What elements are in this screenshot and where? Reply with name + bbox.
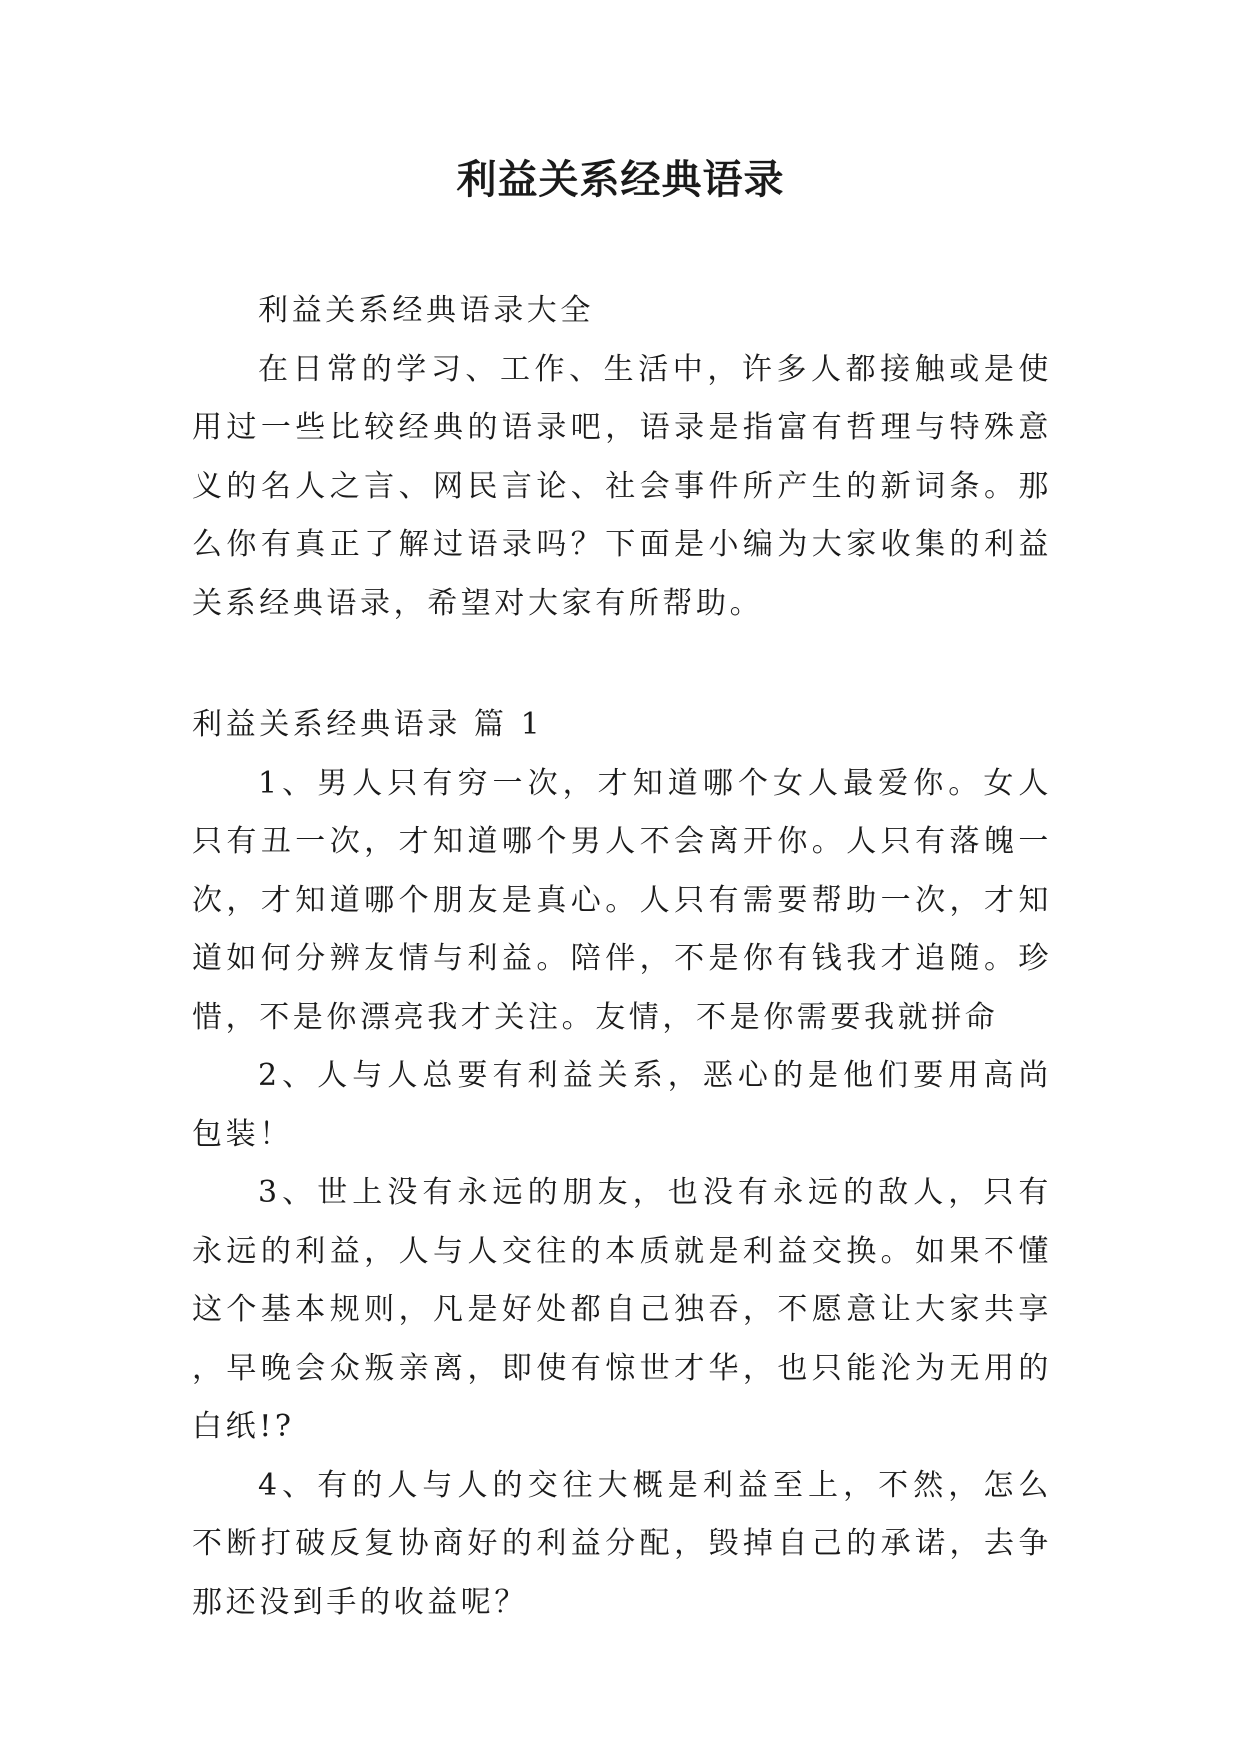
section-block xyxy=(192,696,1052,1632)
quote-paragraph-2: 2、人与人总要有利益关系，恶心的是他们要用高尚包装！ xyxy=(192,1058,1052,1152)
quote-paragraph-1: 1、男人只有穷一次，才知道哪个女人最爱你。女人只有丑一次，才知道哪个男人不会离开你。人只有落魄一次，才知道哪个朋友是真心。人只有需要帮助一次，才知道如何分辨友情与利益。陪伴，不是你有钱我才追随。珍惜，不是你漂亮我才关注。友情，不是你需要我就拼命 xyxy=(192,765,1052,1035)
quote-paragraph-3: 3、世上没有永远的朋友，也没有永远的敌人，只有永远的利益，人与人交往的本质就是利益交换。如果不懂这个基本规则，凡是好处都自己独吞，不愿意让大家共享，早晚会众叛亲离，即使有惊世才华，也只能沦为无用的白纸!? xyxy=(192,1175,1052,1444)
quote-paragraph-4: 4、有的人与人的交往大概是利益至上，不然，怎么不断打破反复协商好的利益分配，毁掉自己的承诺，去争那还没到手的收益呢？ xyxy=(192,1467,1052,1620)
section-heading: 利益关系经典语录 篇 1 xyxy=(192,707,544,742)
intro-block xyxy=(192,282,1052,633)
intro-paragraph: 在日常的学习、工作、生活中，许多人都接触或是使用过一些比较经典的语录吧，语录是指富有哲理与特殊意义的名人之言、网民言论、社会事件所产生的新词条。那么你有真正了解过语录吗？下面是小编为大家收集的利益关系经典语录，希望对大家有所帮助。 xyxy=(192,351,1052,621)
document-subtitle: 利益关系经典语录大全 xyxy=(258,293,594,328)
document-title: 利益关系经典语录 xyxy=(456,157,785,203)
